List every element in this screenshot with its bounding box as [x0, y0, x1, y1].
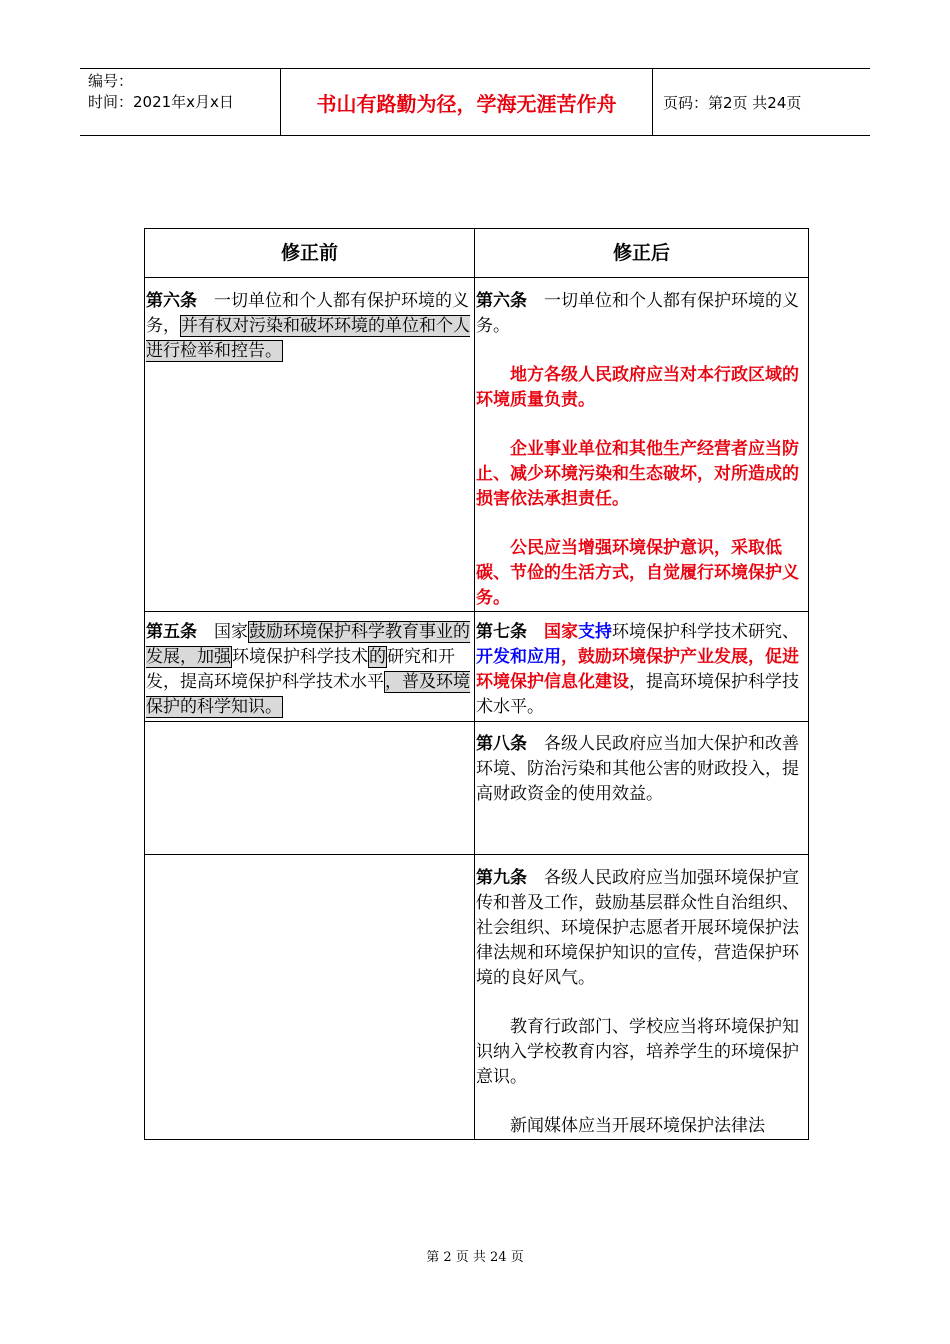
modified-text: 开发和应用 — [476, 647, 561, 667]
page-footer: 第 2 页 共 24 页 — [426, 1250, 524, 1265]
cell-before-empty — [145, 722, 475, 855]
cell-after-article-8 — [475, 722, 809, 855]
article-text: 国家 — [197, 622, 248, 642]
number-label: 编号： — [88, 72, 134, 90]
table-row — [145, 278, 809, 612]
added-text: ，鼓励环境保护产业发展，促进环境保护信息化建设 — [476, 647, 799, 692]
article-text: 一切单位和个人都有保护环境的义务。 — [476, 291, 799, 336]
page-header — [80, 68, 870, 136]
header-page-label: 页码：第2页 共24页 — [663, 93, 802, 112]
article-text: 环境保护科学技术研究、 — [612, 622, 799, 642]
article-paragraph: 新闻媒体应当开展环境保护法律法 — [510, 1116, 765, 1136]
added-paragraph: 地方各级人民政府应当对本行政区域的环境质量负责。 — [476, 365, 799, 410]
article-text: 一切单位和个人都有保护环境的义务， — [146, 291, 469, 336]
header-motto: 书山有路勤为径，学海无涯苦作舟 — [281, 69, 653, 135]
article-label: 第六条 — [476, 291, 527, 311]
modified-text: 支持 — [578, 622, 612, 642]
added-paragraph: 公民应当增强环境保护意识，采取低碳、节俭的生活方式，自觉履行环境保护义务。 — [476, 538, 799, 608]
article-text: 环境保护科学技术 — [232, 647, 368, 667]
article-label: 第六条 — [146, 291, 197, 311]
table-row — [145, 855, 809, 1140]
cell-after-article-6 — [475, 278, 809, 612]
cell-after-article-7 — [475, 612, 809, 722]
cell-before-empty — [145, 855, 475, 1140]
table-row — [145, 722, 809, 855]
article-paragraph: 教育行政部门、学校应当将环境保护知识纳入学校教育内容，培养学生的环境保护意识。 — [476, 1017, 799, 1087]
article-text: ，提高环境保护科学技术水平。 — [476, 672, 799, 717]
table-header-row — [145, 229, 809, 278]
deleted-text-box: ，普及环境保护的科学知识。 — [146, 672, 470, 717]
cell-before-article-5 — [145, 612, 475, 722]
table-row — [145, 612, 809, 722]
article-label: 第五条 — [146, 622, 197, 642]
deleted-text-box: 的 — [369, 647, 386, 667]
comparison-table — [144, 228, 809, 1140]
cell-before-article-6 — [145, 278, 475, 612]
column-header-before: 修正前 — [145, 229, 475, 278]
article-text: 各级人民政府应当加大保护和改善环境、防治污染和其他公害的财政投入，提高财政资金的使用效益。 — [476, 734, 799, 804]
article-text: 研究和开发，提高环境保护科学技术水平 — [146, 647, 455, 692]
article-label: 第九条 — [476, 868, 527, 888]
added-text: 国家 — [527, 622, 578, 642]
header-meta — [80, 69, 281, 135]
article-label: 第七条 — [476, 622, 527, 642]
deleted-text-box: 鼓励环境保护科学教育事业的发展，加强 — [146, 622, 470, 667]
added-paragraph: 企业事业单位和其他生产经营者应当防止、减少环境污染和生态破坏，对所造成的损害依法承担责任。 — [476, 439, 799, 509]
time-label: 时间：2021年x月x日 — [88, 93, 234, 111]
cell-after-article-9 — [475, 855, 809, 1140]
article-text: 各级人民政府应当加强环境保护宣传和普及工作，鼓励基层群众性自治组织、社会组织、环境保护志愿者开展环境保护法律法规和环境保护知识的宣传，营造保护环境的良好风气。 — [476, 868, 799, 988]
article-label: 第八条 — [476, 734, 527, 754]
column-header-after: 修正后 — [475, 229, 809, 278]
deleted-text-box: 并有权对污染和破坏环境的单位和个人进行检举和控告。 — [146, 316, 470, 361]
